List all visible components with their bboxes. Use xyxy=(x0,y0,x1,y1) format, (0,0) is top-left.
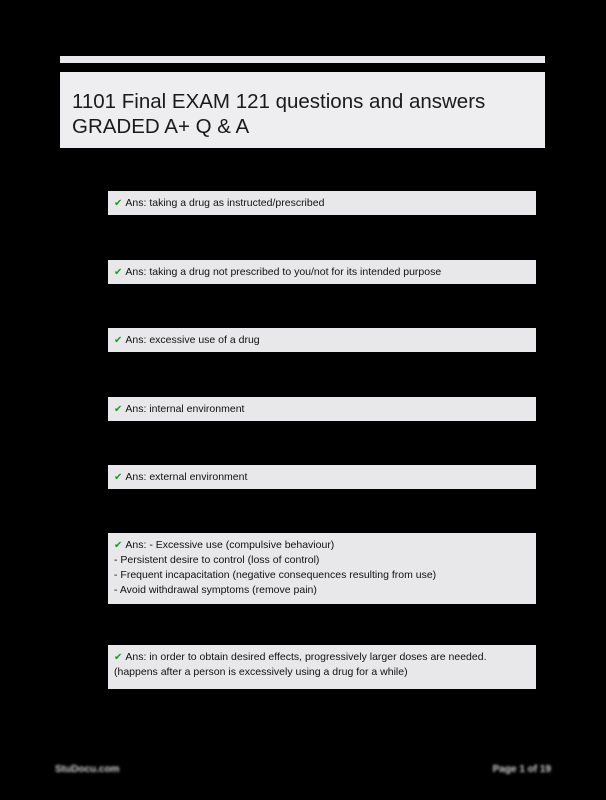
answer-text: Ans: in order to obtain desired effects, progressively larger doses are needed. xyxy=(125,651,487,663)
answer-line xyxy=(114,196,530,211)
answer-line: - Avoid withdrawal symptoms (remove pain) xyxy=(114,584,317,596)
answer-box-2 xyxy=(108,260,536,284)
answer-line: - Persistent desire to control (loss of control) xyxy=(114,554,320,566)
answer-line xyxy=(114,402,530,417)
check-icon: ✔ xyxy=(114,652,123,663)
answer-text: Ans: - Excessive use (compulsive behaviour) xyxy=(125,539,335,551)
title-box xyxy=(60,72,545,148)
answer-text: Ans: internal environment xyxy=(125,403,245,415)
check-icon: ✔ xyxy=(114,404,123,415)
answer-box-4 xyxy=(108,397,536,421)
answer-line xyxy=(114,470,530,485)
answer-line: - Frequent incapacitation (negative consequences resulting from use) xyxy=(114,569,437,581)
answer-text: Ans: excessive use of a drug xyxy=(125,334,260,346)
footer-brand: StuDocu.com xyxy=(55,764,120,775)
answer-box-6 xyxy=(108,533,536,604)
answer-text: Ans: taking a drug not prescribed to you/not for its intended purpose xyxy=(125,266,442,278)
answer-line xyxy=(114,265,530,280)
answer-text: Ans: taking a drug as instructed/prescribed xyxy=(125,197,325,209)
footer-page-number: Page 1 of 19 xyxy=(492,764,551,775)
check-icon: ✔ xyxy=(114,198,123,209)
check-icon: ✔ xyxy=(114,472,123,483)
check-icon: ✔ xyxy=(114,540,123,551)
answer-line xyxy=(114,333,530,348)
answer-line xyxy=(114,538,530,553)
check-icon: ✔ xyxy=(114,335,123,346)
answer-box-7 xyxy=(108,645,536,689)
header-rule xyxy=(60,56,545,63)
answer-text: Ans: external environment xyxy=(125,471,248,483)
answer-box-1 xyxy=(108,191,536,215)
check-icon: ✔ xyxy=(114,267,123,278)
answer-box-3 xyxy=(108,328,536,352)
answer-line: (happens after a person is excessively using a drug for a while) xyxy=(114,666,408,678)
document-title: 1101 Final EXAM 121 questions and answers GRADED A+ Q & A xyxy=(72,90,486,138)
answer-box-5 xyxy=(108,465,536,489)
answer-line xyxy=(114,650,530,665)
